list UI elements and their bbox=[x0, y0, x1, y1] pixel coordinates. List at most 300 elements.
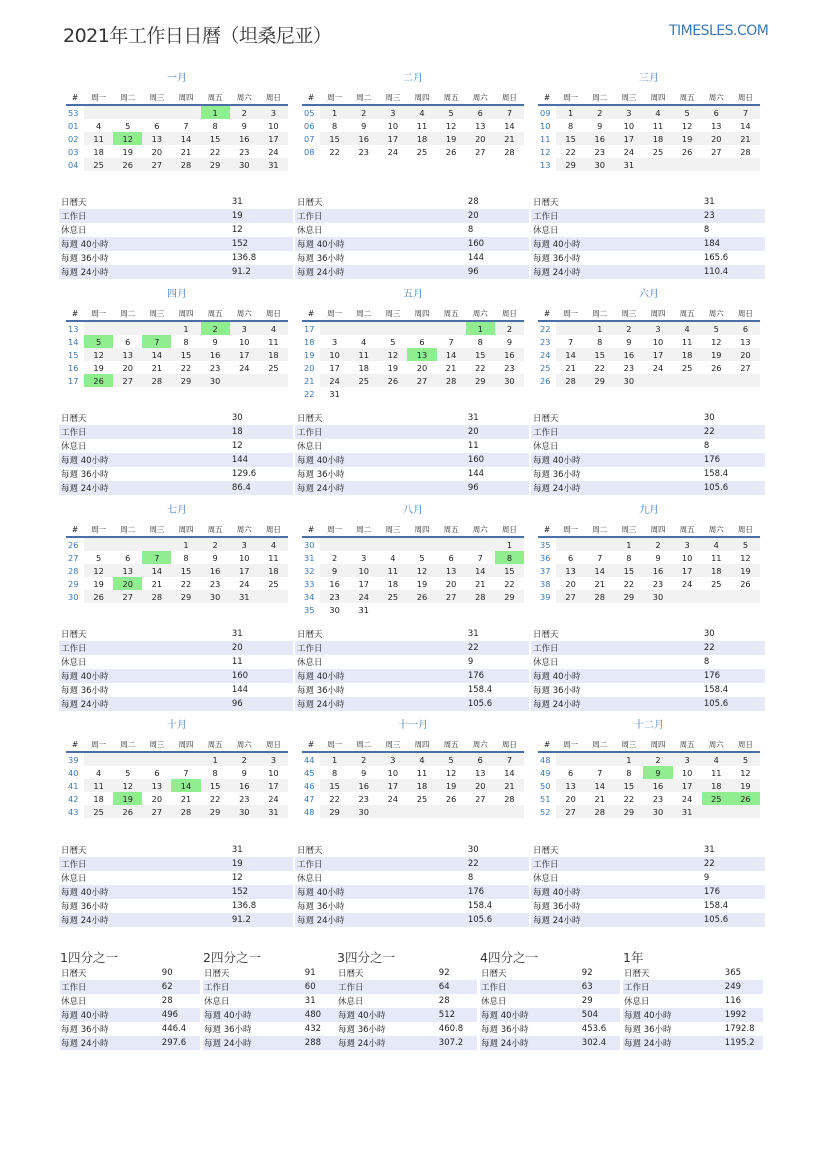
weekday-header: 周一 bbox=[556, 522, 585, 537]
weekday-header: 周六 bbox=[702, 306, 731, 321]
summary-label: 工作日 bbox=[59, 425, 230, 439]
weekday-header: 周三 bbox=[614, 90, 643, 105]
day-cell: 14 bbox=[585, 779, 614, 792]
month-name: 二月 bbox=[403, 73, 423, 84]
summary-value: 60 bbox=[304, 980, 343, 994]
summary-label: 每週 40小時 bbox=[59, 453, 230, 467]
day-cell: 20 bbox=[702, 132, 731, 145]
day-cell: 1 bbox=[171, 537, 200, 551]
day-cell: 16 bbox=[495, 348, 524, 361]
day-cell: 2 bbox=[643, 752, 672, 766]
weekday-header: 周日 bbox=[731, 522, 760, 537]
day-cell: 23 bbox=[209, 362, 221, 373]
week-row bbox=[302, 564, 524, 577]
summary-row bbox=[531, 453, 765, 467]
summary-label: 每週 40小時 bbox=[295, 453, 466, 467]
day-cell: 5 bbox=[702, 321, 731, 335]
summary-value: 12 bbox=[230, 439, 293, 453]
summary-row bbox=[295, 655, 529, 669]
week-number: 30 bbox=[68, 591, 79, 602]
day-cell bbox=[84, 752, 113, 766]
day-cell bbox=[731, 374, 760, 387]
day-cell: 10 bbox=[681, 552, 693, 563]
summary-row bbox=[531, 697, 765, 711]
weekday-header: 周六 bbox=[702, 737, 731, 752]
day-cell bbox=[556, 752, 585, 766]
summary-row bbox=[531, 481, 765, 495]
day-cell bbox=[171, 105, 200, 119]
day-cell: 4 bbox=[673, 321, 702, 335]
week-number-header: # bbox=[66, 90, 84, 105]
holiday-day-cell: 26 bbox=[731, 792, 760, 805]
summary-table bbox=[203, 966, 343, 1050]
week-number: 39 bbox=[68, 754, 79, 765]
week-number: 06 bbox=[304, 120, 315, 131]
month-calendar bbox=[66, 504, 288, 603]
month-name: 一月 bbox=[167, 73, 187, 84]
day-cell: 27 bbox=[556, 805, 585, 818]
weekday-header: 周二 bbox=[585, 306, 614, 321]
week-row bbox=[66, 752, 288, 766]
summary-table bbox=[480, 966, 620, 1050]
summary-value: 144 bbox=[466, 251, 529, 265]
summary-row bbox=[59, 885, 293, 899]
summary-row bbox=[295, 223, 529, 237]
week-row bbox=[66, 551, 288, 564]
day-cell: 29 bbox=[556, 158, 585, 171]
weekday-header: 周三 bbox=[142, 522, 171, 537]
day-cell bbox=[349, 321, 378, 335]
summary-row bbox=[59, 195, 293, 209]
day-cell: 16 bbox=[349, 779, 378, 792]
summary-row bbox=[295, 439, 529, 453]
day-cell bbox=[556, 537, 585, 551]
month-calendar bbox=[538, 719, 760, 818]
day-cell bbox=[84, 105, 113, 119]
day-cell bbox=[320, 537, 349, 551]
weekday-header-row bbox=[302, 522, 524, 537]
day-cell: 7 bbox=[183, 120, 189, 131]
summary-row bbox=[295, 843, 529, 857]
day-cell: 9 bbox=[361, 120, 367, 131]
summary-row bbox=[59, 411, 293, 425]
day-cell: 29 bbox=[320, 805, 349, 818]
day-cell: 9 bbox=[361, 767, 367, 778]
summary-value: 160 bbox=[466, 237, 529, 251]
week-row bbox=[302, 348, 524, 361]
summary-row bbox=[623, 966, 763, 980]
holiday-day-cell: 12 bbox=[113, 132, 142, 145]
month-summary bbox=[531, 843, 765, 927]
day-cell: 15 bbox=[201, 779, 230, 792]
week-number: 05 bbox=[304, 107, 315, 118]
summary-label: 日曆天 bbox=[295, 195, 466, 209]
day-cell: 15 bbox=[614, 564, 643, 577]
day-cell: 11 bbox=[652, 120, 664, 131]
summary-value: 105.6 bbox=[466, 913, 529, 927]
weekday-header-row bbox=[538, 522, 760, 537]
weekday-header-row bbox=[302, 306, 524, 321]
weekday-header: 周一 bbox=[84, 737, 113, 752]
week-row bbox=[66, 348, 288, 361]
week-number: 52 bbox=[540, 806, 551, 817]
week-row bbox=[538, 779, 760, 792]
day-cell bbox=[407, 387, 436, 400]
day-cell bbox=[495, 603, 524, 616]
day-cell: 11 bbox=[416, 120, 428, 131]
week-number-header: # bbox=[538, 522, 556, 537]
day-cell: 18 bbox=[93, 793, 104, 804]
day-cell: 31 bbox=[259, 158, 288, 171]
summary-row bbox=[295, 899, 529, 913]
day-cell: 27 bbox=[740, 362, 751, 373]
summary-row bbox=[531, 683, 765, 697]
day-cell: 18 bbox=[702, 779, 731, 792]
day-cell: 21 bbox=[151, 578, 163, 589]
week-row bbox=[538, 361, 760, 374]
day-cell: 3 bbox=[259, 752, 288, 766]
day-cell: 10 bbox=[623, 120, 635, 131]
day-cell: 17 bbox=[378, 132, 407, 145]
summary-value: 8 bbox=[702, 223, 765, 237]
day-cell: 9 bbox=[320, 564, 349, 577]
month-calendar bbox=[302, 72, 524, 158]
day-cell: 21 bbox=[565, 362, 576, 373]
week-row bbox=[66, 335, 288, 348]
month-summary bbox=[59, 195, 293, 279]
week-number: 39 bbox=[540, 591, 551, 602]
day-cell bbox=[437, 805, 466, 818]
summary-value: 158.4 bbox=[702, 467, 765, 481]
day-cell: 7 bbox=[495, 105, 524, 119]
holiday-day-cell: 2 bbox=[201, 321, 230, 335]
day-cell: 7 bbox=[597, 552, 603, 563]
week-number: 10 bbox=[540, 120, 551, 131]
month-grid bbox=[538, 522, 760, 603]
day-cell: 18 bbox=[407, 132, 436, 145]
summary-row bbox=[531, 467, 765, 481]
day-cell: 3 bbox=[643, 321, 672, 335]
summary-label: 休息日 bbox=[60, 994, 161, 1008]
day-cell bbox=[84, 321, 113, 335]
day-cell: 5 bbox=[125, 120, 131, 131]
summary-value: 432 bbox=[304, 1022, 343, 1036]
day-cell: 20 bbox=[151, 793, 163, 804]
day-cell: 19 bbox=[93, 578, 104, 589]
day-cell: 14 bbox=[466, 564, 495, 577]
weekday-header: 周五 bbox=[673, 522, 702, 537]
day-cell: 3 bbox=[378, 752, 407, 766]
day-cell: 16 bbox=[329, 578, 340, 589]
month-summary bbox=[531, 195, 765, 279]
summary-row bbox=[295, 885, 529, 899]
summary-row bbox=[203, 1008, 343, 1022]
summary-label: 每週 40小時 bbox=[203, 1008, 304, 1022]
day-cell: 7 bbox=[448, 336, 454, 347]
day-cell: 26 bbox=[445, 146, 457, 157]
summary-value: 504 bbox=[581, 1008, 620, 1022]
summary-row bbox=[295, 237, 529, 251]
day-cell: 31 bbox=[259, 805, 288, 818]
day-cell: 22 bbox=[180, 362, 192, 373]
day-cell: 1 bbox=[614, 752, 643, 766]
day-cell bbox=[673, 374, 702, 387]
day-cell: 15 bbox=[171, 348, 200, 361]
day-cell: 25 bbox=[416, 146, 428, 157]
week-row bbox=[66, 766, 288, 779]
week-number: 37 bbox=[540, 565, 551, 576]
summary-value: 31 bbox=[304, 994, 343, 1008]
summary-label: 每週 40小時 bbox=[60, 1008, 161, 1022]
day-cell: 17 bbox=[259, 779, 288, 792]
day-cell: 9 bbox=[506, 336, 513, 347]
quarter-summary bbox=[203, 950, 343, 1050]
summary-value: 165.6 bbox=[702, 251, 765, 265]
day-cell: 16 bbox=[349, 132, 378, 145]
summary-label: 每週 36小時 bbox=[59, 467, 230, 481]
day-cell: 11 bbox=[681, 336, 693, 347]
week-number: 11 bbox=[540, 133, 551, 144]
day-cell bbox=[437, 387, 466, 400]
summary-row bbox=[623, 1022, 763, 1036]
day-cell: 11 bbox=[711, 767, 722, 778]
summary-row bbox=[337, 1036, 477, 1050]
day-cell: 10 bbox=[681, 767, 693, 778]
weekday-header: 周二 bbox=[349, 737, 378, 752]
weekday-header: 周二 bbox=[113, 737, 142, 752]
summary-value: 64 bbox=[438, 980, 477, 994]
month-grid bbox=[302, 522, 524, 616]
day-cell: 13 bbox=[556, 779, 585, 792]
summary-label: 每週 24小時 bbox=[295, 265, 466, 279]
summary-label: 每週 36小時 bbox=[531, 251, 702, 265]
month-grid bbox=[302, 90, 524, 158]
summary-value: 480 bbox=[304, 1008, 343, 1022]
day-cell: 21 bbox=[495, 132, 524, 145]
day-cell: 18 bbox=[259, 564, 288, 577]
day-cell: 12 bbox=[681, 120, 693, 131]
day-cell: 28 bbox=[437, 374, 466, 387]
day-cell: 4 bbox=[390, 552, 396, 563]
day-cell: 25 bbox=[268, 362, 279, 373]
day-cell: 30 bbox=[585, 158, 614, 171]
summary-value: 176 bbox=[702, 453, 765, 467]
week-row bbox=[66, 537, 288, 551]
day-cell: 22 bbox=[623, 578, 635, 589]
holiday-day-cell: 13 bbox=[407, 348, 436, 361]
day-cell: 26 bbox=[113, 158, 142, 171]
day-cell: 22 bbox=[623, 793, 635, 804]
day-cell: 15 bbox=[614, 779, 643, 792]
day-cell bbox=[437, 321, 466, 335]
summary-label: 工作日 bbox=[59, 857, 230, 871]
summary-table bbox=[295, 195, 529, 279]
month-grid bbox=[538, 737, 760, 818]
week-number: 24 bbox=[540, 349, 551, 360]
month-summary bbox=[59, 843, 293, 927]
weekday-header: 周三 bbox=[614, 306, 643, 321]
summary-label: 日曆天 bbox=[531, 195, 702, 209]
summary-label: 日曆天 bbox=[531, 627, 702, 641]
summary-row bbox=[295, 627, 529, 641]
summary-value: 8 bbox=[702, 439, 765, 453]
summary-label: 日曆天 bbox=[60, 966, 161, 980]
summary-row bbox=[531, 195, 765, 209]
month-grid bbox=[66, 306, 288, 387]
week-row bbox=[66, 374, 288, 387]
week-row bbox=[538, 145, 760, 158]
summary-row bbox=[203, 966, 343, 980]
day-cell: 26 bbox=[711, 362, 722, 373]
day-cell bbox=[731, 590, 760, 603]
month-name: 八月 bbox=[403, 505, 423, 516]
day-cell: 9 bbox=[626, 336, 632, 347]
day-cell bbox=[702, 158, 731, 171]
week-row bbox=[538, 537, 760, 551]
week-row bbox=[302, 577, 524, 590]
day-cell: 5 bbox=[95, 552, 102, 563]
summary-value: 365 bbox=[724, 966, 763, 980]
day-cell: 29 bbox=[495, 590, 524, 603]
summary-value: 22 bbox=[466, 857, 529, 871]
weekday-header: 周四 bbox=[171, 90, 200, 105]
summary-table bbox=[59, 411, 293, 495]
week-row bbox=[66, 577, 288, 590]
summary-value: 90 bbox=[161, 966, 200, 980]
day-cell: 16 bbox=[201, 348, 230, 361]
month-name: 四月 bbox=[167, 289, 187, 300]
summary-table bbox=[295, 627, 529, 711]
summary-value: 8 bbox=[702, 655, 765, 669]
summary-value: 1195.2 bbox=[724, 1036, 763, 1050]
day-cell: 23 bbox=[239, 793, 250, 804]
day-cell: 28 bbox=[171, 158, 200, 171]
day-cell: 5 bbox=[125, 767, 131, 778]
week-number: 22 bbox=[540, 323, 551, 334]
week-row bbox=[538, 105, 760, 119]
summary-row bbox=[295, 411, 529, 425]
summary-row bbox=[531, 411, 765, 425]
day-cell: 6 bbox=[702, 105, 731, 119]
day-cell: 2 bbox=[230, 105, 259, 119]
summary-label: 每週 36小時 bbox=[295, 899, 466, 913]
day-cell: 9 bbox=[655, 552, 661, 563]
day-cell: 11 bbox=[268, 336, 279, 347]
day-cell bbox=[378, 537, 407, 551]
day-cell: 1 bbox=[585, 321, 614, 335]
week-row bbox=[66, 158, 288, 171]
day-cell: 7 bbox=[495, 752, 524, 766]
summary-label: 日曆天 bbox=[59, 195, 230, 209]
summary-value: 460.8 bbox=[438, 1022, 477, 1036]
day-cell: 15 bbox=[171, 564, 200, 577]
day-cell: 9 bbox=[241, 120, 247, 131]
summary-row bbox=[59, 251, 293, 265]
day-cell bbox=[113, 752, 142, 766]
day-cell: 6 bbox=[466, 752, 495, 766]
week-row bbox=[538, 119, 760, 132]
week-number: 13 bbox=[540, 159, 551, 170]
day-cell: 31 bbox=[673, 805, 702, 818]
day-cell: 18 bbox=[407, 779, 436, 792]
summary-label: 每週 40小時 bbox=[531, 453, 702, 467]
weekday-header: 周四 bbox=[171, 737, 200, 752]
month-calendar bbox=[302, 719, 524, 818]
weekday-header: 周三 bbox=[378, 737, 407, 752]
day-cell: 10 bbox=[268, 767, 279, 778]
day-cell: 24 bbox=[268, 146, 279, 157]
week-number-header: # bbox=[302, 737, 320, 752]
day-cell: 22 bbox=[209, 146, 221, 157]
day-cell: 19 bbox=[387, 362, 399, 373]
weekday-header: 周三 bbox=[142, 306, 171, 321]
week-number: 19 bbox=[304, 349, 315, 360]
summary-label: 每週 24小時 bbox=[59, 481, 230, 495]
day-cell bbox=[113, 321, 142, 335]
month-calendar bbox=[538, 288, 760, 387]
summary-value: 136.8 bbox=[230, 251, 293, 265]
day-cell: 5 bbox=[419, 552, 425, 563]
summary-value: 9 bbox=[466, 655, 529, 669]
day-cell bbox=[495, 805, 524, 818]
summary-row bbox=[531, 425, 765, 439]
summary-label: 日曆天 bbox=[623, 966, 724, 980]
month-summary bbox=[295, 411, 529, 495]
day-cell: 15 bbox=[556, 132, 585, 145]
weekday-header: 周一 bbox=[84, 522, 113, 537]
day-cell: 23 bbox=[594, 146, 605, 157]
weekday-header: 周二 bbox=[113, 90, 142, 105]
month-summary bbox=[295, 843, 529, 927]
summary-label: 每週 24小時 bbox=[203, 1036, 304, 1050]
week-number: 16 bbox=[68, 362, 79, 373]
summary-table bbox=[60, 966, 200, 1050]
site-logo[interactable]: TIMESLES.COM bbox=[669, 23, 769, 39]
day-cell: 22 bbox=[180, 578, 192, 589]
day-cell: 8 bbox=[567, 120, 574, 131]
day-cell: 29 bbox=[201, 158, 230, 171]
week-number: 32 bbox=[304, 565, 315, 576]
week-row bbox=[66, 805, 288, 818]
day-cell: 6 bbox=[419, 336, 425, 347]
day-cell: 27 bbox=[142, 805, 171, 818]
day-cell: 15 bbox=[495, 564, 524, 577]
week-number: 35 bbox=[304, 604, 315, 615]
day-cell: 17 bbox=[643, 348, 672, 361]
day-cell: 21 bbox=[445, 362, 457, 373]
week-row bbox=[302, 387, 524, 400]
day-cell: 18 bbox=[643, 132, 672, 145]
summary-table bbox=[531, 627, 765, 711]
summary-label: 每週 40小時 bbox=[531, 669, 702, 683]
day-cell: 28 bbox=[740, 146, 751, 157]
day-cell: 18 bbox=[259, 348, 288, 361]
day-cell: 6 bbox=[154, 767, 160, 778]
weekday-header-row bbox=[66, 90, 288, 105]
summary-label: 工作日 bbox=[531, 857, 702, 871]
summary-row bbox=[60, 994, 200, 1008]
day-cell: 23 bbox=[504, 362, 515, 373]
day-cell: 21 bbox=[495, 779, 524, 792]
weekday-header: 周四 bbox=[643, 522, 672, 537]
summary-row bbox=[59, 641, 293, 655]
week-row bbox=[538, 752, 760, 766]
month-calendar bbox=[538, 72, 760, 171]
summary-table bbox=[295, 411, 529, 495]
week-number: 45 bbox=[304, 767, 315, 778]
week-number: 14 bbox=[68, 336, 79, 347]
day-cell bbox=[142, 537, 171, 551]
